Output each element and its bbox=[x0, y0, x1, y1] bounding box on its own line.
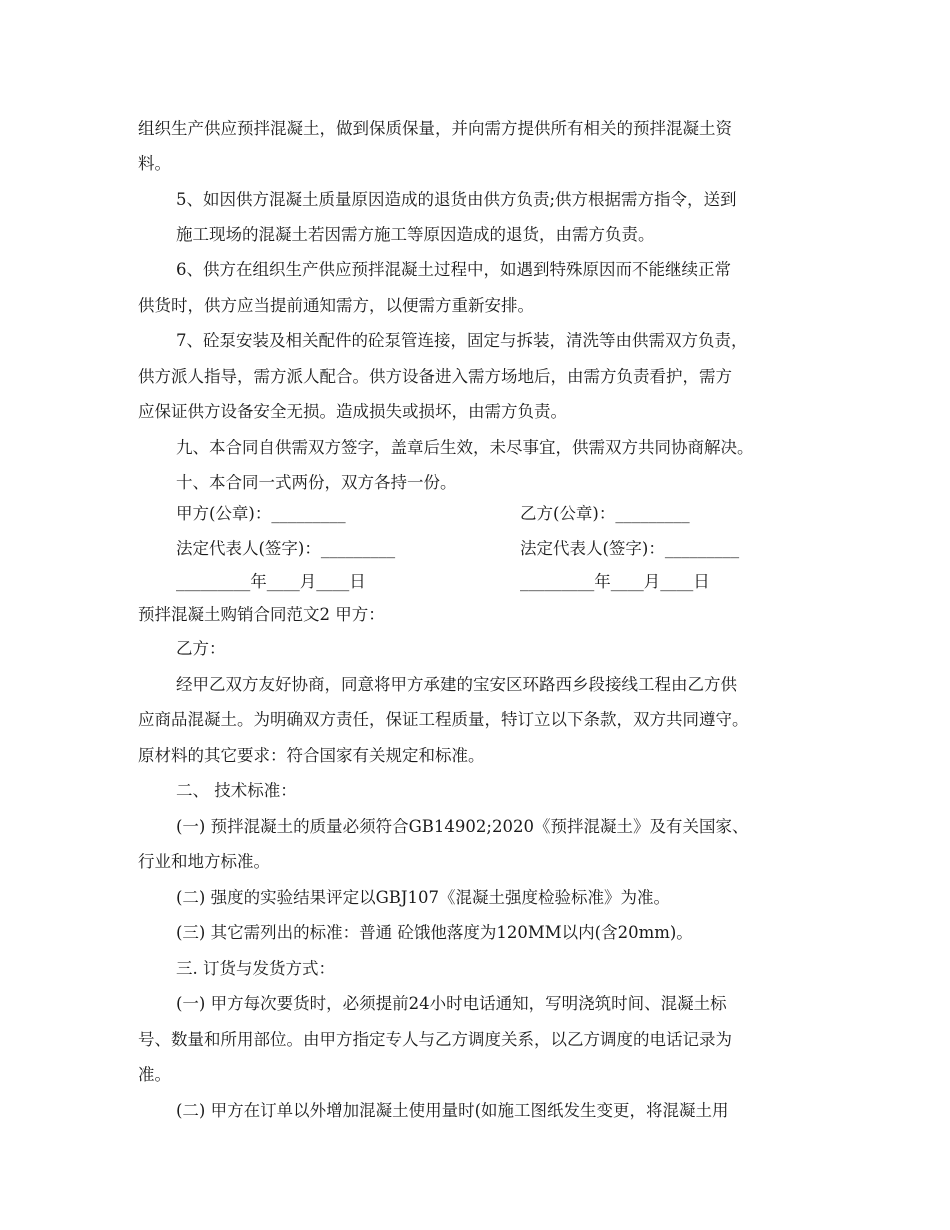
body-text-line: 施工现场的混凝土若因需方施工等原因造成的退货，由需方负责。 bbox=[176, 225, 655, 244]
body-text-line: 料。 bbox=[138, 154, 171, 173]
party-b-representative: 法定代表人(签字)：_________ bbox=[520, 539, 740, 558]
body-text-line: 行业和地方标准。 bbox=[138, 852, 270, 871]
party-a-seal: 甲方(公章)：_________ bbox=[176, 504, 346, 523]
body-text-line: 二、 技术标准： bbox=[176, 781, 297, 800]
body-text-line: 组织生产供应预拌混凝土，做到保质保量，并向需方提供所有相关的预拌混凝土资 bbox=[138, 119, 732, 138]
party-a-date: _________年____月____日 bbox=[176, 572, 366, 591]
body-text-line: (一) 甲方每次要货时，必须提前24小时电话通知，写明浇筑时间、混凝土标 bbox=[176, 994, 727, 1013]
body-text-line: 应保证供方设备安全无损。造成损失或损坏，由需方负责。 bbox=[138, 402, 567, 421]
body-text-line: 原材料的其它要求：符合国家有关规定和标准。 bbox=[138, 746, 485, 765]
party-a-representative: 法定代表人(签字)：_________ bbox=[176, 539, 396, 558]
body-text-line: 号、数量和所用部位。由甲方指定专人与乙方调度关系，以乙方调度的电话记录为 bbox=[138, 1030, 732, 1049]
body-text-line: 应商品混凝土。为明确双方责任，保证工程质量，特订立以下条款，双方共同遵守。 bbox=[138, 710, 749, 729]
body-text-line: 准。 bbox=[138, 1065, 171, 1084]
body-text-line: 九、本合同自供需双方签字，盖章后生效，未尽事宜，供需双方共同协商解决。 bbox=[176, 438, 754, 457]
section-heading: 预拌混凝土购销合同范文2 甲方： bbox=[138, 605, 385, 624]
party-b-date: _________年____月____日 bbox=[520, 572, 710, 591]
body-text-line: 供货时，供方应当提前通知需方，以便需方重新安排。 bbox=[138, 296, 534, 315]
body-text-line: 6、供方在组织生产供应预拌混凝土过程中，如遇到特殊原因而不能继续正常 bbox=[176, 260, 731, 279]
body-text-line: (三) 其它需列出的标准：普通 砼饿他落度为120MM以内(含20mm)。 bbox=[176, 923, 693, 942]
body-text-line: (一) 预拌混凝土的质量必须符合GB14902;2020《预拌混凝土》及有关国家、 bbox=[176, 817, 749, 836]
body-text-line: 供方派人指导，需方派人配合。供方设备进入需方场地后，由需方负责看护，需方 bbox=[138, 367, 732, 386]
body-text-line: 7、砼泵安装及相关配件的砼泵管连接，固定与拆装，清洗等由供需双方负责， bbox=[176, 331, 748, 350]
body-text-line: (二) 强度的实验结果评定以GBJ107《混凝土强度检验标准》为准。 bbox=[176, 888, 671, 907]
body-text-line: 5、如因供方混凝土质量原因造成的退货由供方负责;供方根据需方指令，送到 bbox=[176, 190, 737, 209]
body-text-line: 三. 订货与发货方式： bbox=[176, 959, 335, 978]
body-text-line: 十、本合同一式两份，双方各持一份。 bbox=[176, 473, 457, 492]
body-text-line: 乙方： bbox=[176, 639, 226, 658]
party-b-seal: 乙方(公章)：_________ bbox=[520, 504, 690, 523]
body-text-line: (二) 甲方在订单以外增加混凝土使用量时(如施工图纸发生变更，将混凝土用 bbox=[176, 1101, 729, 1120]
body-text-line: 经甲乙双方友好协商，同意将甲方承建的宝安区环路西乡段接线工程由乙方供 bbox=[176, 675, 737, 694]
